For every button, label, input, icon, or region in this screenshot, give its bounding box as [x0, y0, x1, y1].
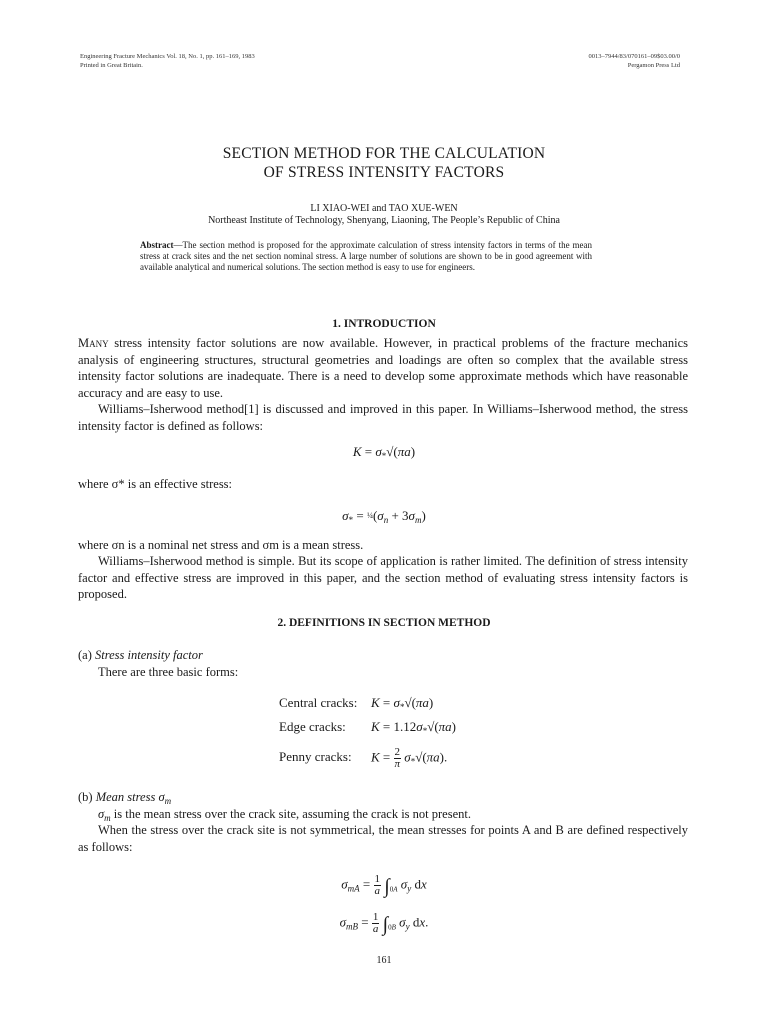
form-edge: Edge cracks: $K = 1.12\sigma_*√(\pi a)$	[279, 719, 457, 736]
mean-p2-text: When the stress over the crack site is not symmetrical, the mean stresses for points A and B are defined respectively as follows:	[78, 823, 688, 854]
intro-paragraph-2	[78, 401, 688, 434]
equation-k-effective: $K = \sigma_*√(\pi a)$	[352, 444, 416, 461]
edge-label: Edge cracks:	[279, 719, 346, 734]
mean-paragraph-1: $\sigma_m$ is the mean stress over the crack site, assuming the crack is not present.	[98, 807, 471, 823]
citation-line-2: Printed in Great Britain.	[80, 62, 143, 69]
where-effective-stress: where σ* is an effective stress:	[78, 477, 233, 491]
intro-paragraph-3	[78, 553, 688, 603]
subsection-a-title: Stress intensity factor	[95, 648, 203, 662]
title-line-1: SECTION METHOD FOR THE CALCULATION	[222, 145, 546, 162]
issn-line: 0013–7944/83/070161–09$03.00/0	[588, 53, 680, 60]
publisher-info	[588, 52, 680, 70]
mean-p1-text: is the mean stress over the crack site, assuming the crack is not present.	[110, 807, 471, 821]
basic-forms-line	[78, 664, 688, 681]
basic-forms-text: There are three basic forms:	[98, 665, 239, 679]
intro-p2-text: Williams–Isherwood method[1] is discussed and improved in this paper. In Williams–Isherwood method, the stress intensity factor is defined as follows:	[78, 402, 688, 433]
page-number: 161	[376, 955, 392, 966]
paper-title	[0, 144, 768, 182]
subsection-b-label: (b)	[78, 790, 93, 804]
penny-label: Penny cracks:	[279, 749, 352, 765]
abstract	[140, 240, 592, 274]
form-penny: Penny cracks: K = $\frac{2}{\pi}$ $\sigma_*√(\pi a)$.	[279, 746, 448, 770]
affiliation: Northeast Institute of Technology, Shenyang, Liaoning, The People’s Republic of China	[208, 215, 560, 226]
form-central: Central cracks: $K = \sigma_*√(\pi a)$	[279, 695, 434, 712]
where-nominal-stress: where σn is a nominal net stress and σm is a mean stress.	[78, 538, 364, 552]
dropcap-lead: Many	[78, 336, 109, 350]
subsection-b-title: Mean stress	[95, 790, 156, 804]
subsection-a-label: (a)	[78, 648, 92, 662]
equation-mean-stress-a: $\sigma_{mA}$ = $\frac{1}{a}$ $\int_{0A}$ $\sigma_y$ dx	[341, 873, 427, 898]
subsection-b-heading: (b) Mean stress $\sigma_m$	[78, 790, 172, 806]
intro-p3-text: Williams–Isherwood method is simple. But its scope of application is rather limited. The definition of stress intensity factor and effective stress are improved in this paper, and the section method of evaluating stress intensity factors is proposed.	[78, 554, 688, 601]
abstract-label: Abstract	[140, 240, 174, 250]
section-2-heading: 2. DEFINITIONS IN SECTION METHOD	[277, 617, 491, 629]
intro-paragraph-1	[78, 335, 688, 401]
abstract-text: —The section method is proposed for the approximate calculation of stress intensity factors in terms of the mean stress at crack sites and the net section nominal stress. A large number of solutions are shown to be in good agreement with available analytical and numerical solutions. The section method is easy to use for engineers.	[140, 240, 592, 273]
title-line-2: OF STRESS INTENSITY FACTORS	[263, 164, 505, 181]
authors: LI XIAO-WEI and TAO XUE-WEN	[310, 203, 458, 214]
citation-line-1: Engineering Fracture Mechanics Vol. 18, No. 1, pp. 161–169, 1983	[80, 53, 255, 60]
publisher-line: Pergamon Press Ltd	[627, 62, 680, 69]
mean-paragraph-2	[78, 822, 688, 855]
intro-p1-text: stress intensity factor solutions are now available. However, in practical problems of the fracture mechanics analysis of engineering structures, structural geometries and loadings are often so complex that the available stress intensity factor solutions are inadequate. There is a need to develop some approximate methods which have reasonable accuracy and are easy to use.	[78, 336, 688, 400]
journal-citation	[80, 52, 255, 70]
section-1-heading: 1. INTRODUCTION	[332, 318, 436, 330]
equation-effective-stress: $\sigma_*$ = $\frac{1}{4}(\sigma_n + 3\sigma_m)$	[342, 508, 426, 525]
central-label: Central cracks:	[279, 695, 358, 710]
equation-mean-stress-b: $\sigma_{mB}$ = $\frac{1}{a}$ $\int_{0B}$ $\sigma_y$ dx.	[339, 911, 429, 936]
subsection-a-heading	[78, 648, 203, 663]
